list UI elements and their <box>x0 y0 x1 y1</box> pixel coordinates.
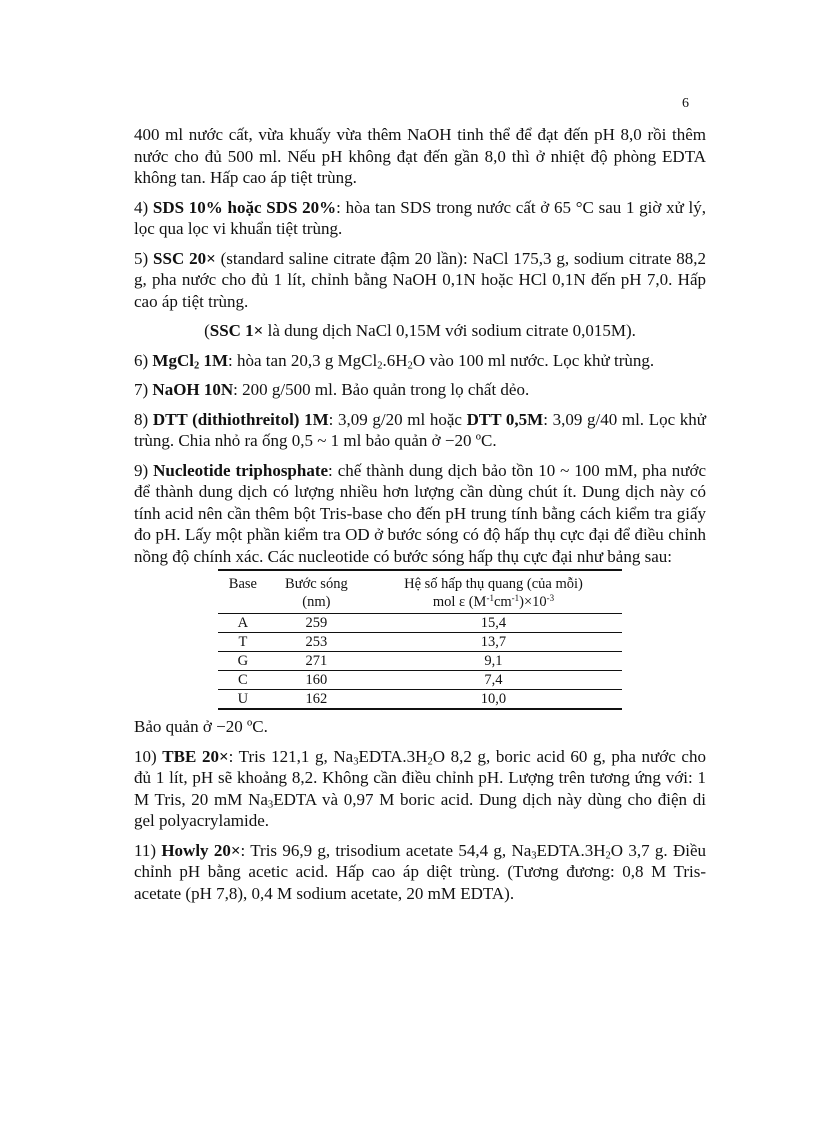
table-row <box>218 671 622 690</box>
item-mgcl2 <box>134 350 706 372</box>
page-number: 6 <box>682 96 689 111</box>
item-howly <box>134 840 706 905</box>
cell-wavelength: 162 <box>268 690 365 710</box>
header-base-unit <box>218 593 268 614</box>
table-row <box>218 633 622 652</box>
table-row <box>218 690 622 710</box>
table-header-row <box>218 570 622 593</box>
item-title: NaOH 10N <box>152 380 234 399</box>
cell-wavelength: 253 <box>268 633 365 652</box>
note-title: SSC 1× <box>209 321 264 340</box>
header-base: Base <box>218 570 268 593</box>
item-title: Howly 20× <box>161 840 241 860</box>
item-number: 4) <box>134 197 153 217</box>
header-wavelength-unit: (nm) <box>268 593 365 614</box>
item-text: : Tris 96,9 g, trisodium acetate 54,4 g, $Na_3EDTA.3H_2O$ 3,7 g. Điều chỉnh pH bằng acetic acid. Hấp cao áp diệt trùng. (Tương đương: 0,8 M Tris-acetate (pH 7,8), 0,4 M sodium acetate, 20 mM EDTA). <box>134 840 706 903</box>
item-sds <box>134 197 706 240</box>
item-text: : 3,09 g/20 ml hoặc <box>328 409 467 429</box>
item-text: : chế thành dung dịch bảo tồn 10 ~ 100 mM, pha nước để thành dung dịch có lượng nhiều hơn lượng cần dùng chút ít. Dung dịch này có tính acid nên cần thêm bột Tris-base cho đến pH trung tính bằng cách kiểm tra giấy đo pH. Lấy một phần kiểm tra OD ở bước sóng có độ hấp thụ cực đại để điều chỉnh nồng độ chính xác. Các nucleotide có bước sóng hấp thụ cực đại như bảng sau: <box>134 460 706 566</box>
header-wavelength: Bước sóng <box>268 570 365 593</box>
cell-coef: 7,4 <box>365 671 622 690</box>
table-row <box>218 652 622 671</box>
table-row <box>218 614 622 633</box>
item-title: DTT (dithiothreitol) 1M <box>152 409 329 429</box>
item-number: 5) <box>134 248 154 268</box>
item-text: : hòa tan 20,3 g $MgCl_2.6H_2O$ vào 100 ml nước. Lọc khử trùng. <box>228 350 655 372</box>
item-title: TBE 20× <box>162 746 229 766</box>
cell-coef: 15,4 <box>365 614 622 633</box>
item-title: Nucleotide triphosphate <box>153 460 329 480</box>
ssc-note <box>134 320 706 342</box>
paragraph-edta-continued: 400 ml nước cất, vừa khuấy vừa thêm NaOH tinh thể để đạt đến pH 8,0 rồi thêm nước cho đủ 500 ml. Nếu pH không đạt đến gần 8,0 thì ở nhiệt độ phòng EDTA không tan. Hấp cao áp tiệt trùng. <box>134 125 706 187</box>
item-text-secondary: : 3,09 g/40 ml. Lọc khử trùng. Chia nhỏ ra ống 0,5 ~ 1 ml bảo quản ở −20 ºC. <box>134 409 706 450</box>
note-text: là dung dịch NaCl 0,15M với sodium citrate 0,015M). <box>263 321 636 340</box>
item-number: 9) <box>134 460 154 480</box>
item-tbe <box>134 746 706 832</box>
item-number: 7) <box>134 380 153 399</box>
cell-base: A <box>218 614 268 633</box>
item-ssc <box>134 248 706 313</box>
table-header-units-row <box>218 593 622 614</box>
item-number: 8) <box>134 409 153 429</box>
header-coef-unit: mol ε $(M^{-1}cm^{-1})\times 10^{-3}$ <box>365 593 622 614</box>
cell-base: T <box>218 633 268 652</box>
item-title: SDS 10% hoặc SDS 20% <box>152 197 337 217</box>
cell-wavelength: 271 <box>268 652 365 671</box>
note-open: ( <box>204 321 210 340</box>
storage-note: Bảo quản ở −20 ºC. <box>134 717 268 736</box>
item-number: 10) <box>134 746 163 766</box>
header-coef: Hệ số hấp thụ quang (của mỗi) <box>365 570 622 593</box>
item-number: 6) <box>134 350 153 370</box>
item-naoh <box>134 379 706 401</box>
item-number: 11) <box>134 840 162 860</box>
cell-wavelength: 160 <box>268 671 365 690</box>
nucleotide-table <box>218 569 622 710</box>
item-text: (standard saline citrate đậm 20 lần): NaCl 175,3 g, sodium citrate 88,2 g, pha nước cho đủ 1 lít, chỉnh bằng NaOH 0,1N hoặc HCl 0,1N đến pH 7,0. Hấp cao áp tiệt trùng. <box>134 248 706 311</box>
cell-coef: 9,1 <box>365 652 622 671</box>
cell-base: U <box>218 690 268 710</box>
item-title-secondary: DTT 0,5M <box>466 409 544 429</box>
item-title: SSC 20× <box>153 248 216 268</box>
item-title: MgCl$_2$ 1M <box>152 350 229 372</box>
cell-coef: 10,0 <box>365 690 622 710</box>
item-text: : 200 g/500 ml. Bảo quản trong lọ chất dẻo. <box>233 380 530 399</box>
document-body <box>134 124 706 912</box>
cell-wavelength: 259 <box>268 614 365 633</box>
item-nucleotide <box>134 460 706 568</box>
cell-base: C <box>218 671 268 690</box>
item-dtt <box>134 409 706 452</box>
item-text: : hòa tan SDS trong nước cất ở 65 °C sau 1 giờ xử lý, lọc qua lọc vi khuẩn tiệt trùng. <box>134 197 706 238</box>
item-text: : Tris 121,1 g, $Na_3EDTA.3H_2O$ 8,2 g, boric acid 60 g, pha nước cho đủ 1 lít, pH sẽ khoảng 8,2. Không cần điều chỉnh pH. Lượng trên tương ứng với: 1 M Tris, 20 mM $Na_3EDTA$ và 0,97 M boric acid. Dung dịch này dùng cho điện di gel polyacrylamide. <box>134 746 706 830</box>
cell-coef: 13,7 <box>365 633 622 652</box>
cell-base: G <box>218 652 268 671</box>
